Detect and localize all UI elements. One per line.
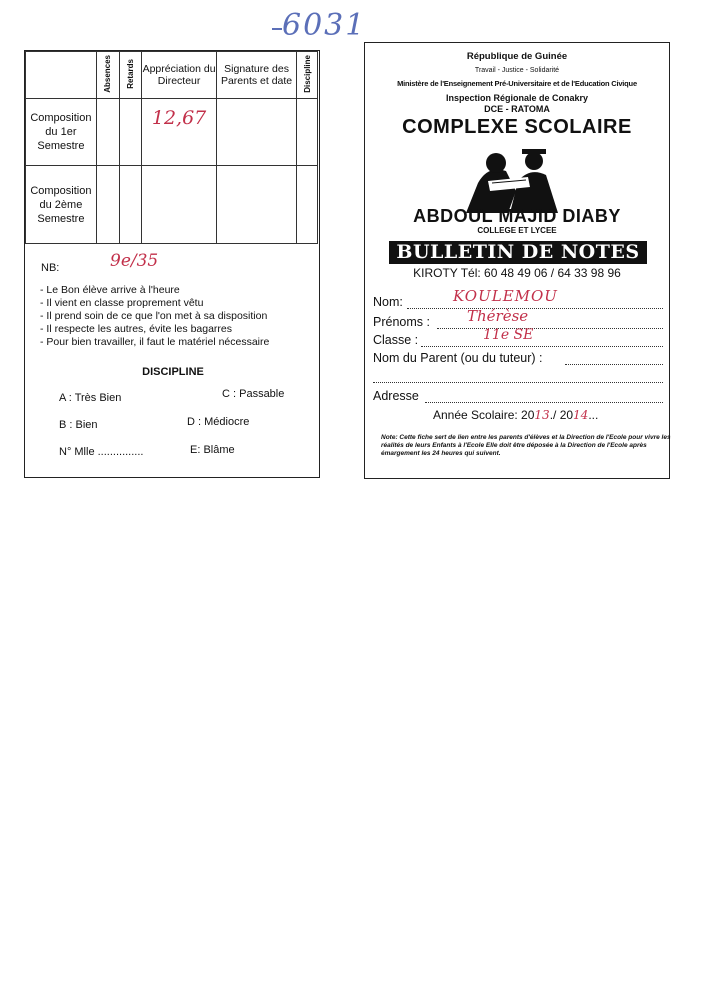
list-item: - Il vient en classe proprement vêtu — [40, 297, 204, 309]
assessment-table — [25, 51, 318, 244]
school-logo-illustration — [458, 143, 568, 215]
header-signature: Signature des Parents et date — [216, 52, 296, 99]
nom-label: Nom: — [373, 295, 403, 309]
classe-label: Classe : — [373, 333, 419, 347]
header-absences: Absences — [96, 52, 119, 99]
inspection-name: Inspection Régionale de Conakry — [445, 93, 589, 103]
discipline-card — [24, 50, 320, 478]
prenoms-label: Prénoms : — [373, 315, 430, 329]
grade-c: C : Passable — [222, 388, 285, 400]
grade-d: D : Médiocre — [187, 416, 250, 428]
school-year — [433, 408, 598, 422]
cell-retards — [119, 99, 142, 166]
report-card-cover — [364, 42, 670, 479]
list-item: - Le Bon élève arrive à l'heure — [40, 284, 180, 296]
nb-label: NB: — [41, 262, 60, 274]
rules-list — [40, 284, 315, 349]
school-name: ABDOUL MAJID DIABY — [413, 206, 621, 226]
school-year-start: 13 — [534, 408, 550, 422]
cell-retards — [119, 166, 142, 244]
school-year-label: Année Scolaire: 20 — [433, 408, 535, 422]
prenoms-value: Thérèse — [467, 307, 529, 325]
cell-signature — [216, 166, 296, 244]
adresse-label: Adresse — [373, 389, 419, 403]
student-number: N° Mlle ............... — [59, 446, 144, 458]
cell-appreciation-sem2 — [142, 166, 217, 244]
row-label-sem2: Composition du 2ème Semestre — [26, 166, 97, 244]
dce-name: DCE - RATOMA — [484, 104, 550, 114]
grade-a: A : Très Bien — [59, 392, 122, 404]
nom-value: KOULEMOU — [453, 287, 558, 305]
classe-line — [421, 346, 663, 347]
nom-line — [407, 308, 663, 309]
cell-appreciation-sem1: 12,67 — [142, 99, 217, 166]
national-motto: Travail - Justice - Solidarité — [474, 67, 560, 74]
cell-signature — [216, 99, 296, 166]
corner-cell — [26, 52, 97, 99]
contact-line: KIROTY Tél: 60 48 49 06 / 64 33 98 96 — [413, 266, 621, 280]
school-complex-title: COMPLEXE SCOLAIRE — [402, 116, 632, 138]
row-label-sem1: Composition du 1er Semestre — [26, 99, 97, 166]
bulletin-title-banner: BULLETIN DE NOTES — [389, 241, 647, 264]
table-row — [26, 99, 318, 166]
classe-value: 11e SE — [483, 327, 534, 343]
list-item: - Il respecte les autres, évite les bagarres — [40, 323, 233, 335]
nb-rank-value: 9e/35 — [110, 251, 159, 271]
table-row — [26, 166, 318, 244]
cell-discipline — [297, 99, 318, 166]
handwritten-number: 6031 — [282, 8, 367, 43]
header-discipline: Discipline — [297, 52, 318, 99]
header-appreciation: Appréciation du Directeur — [142, 52, 217, 99]
school-year-sep: ./ 20 — [549, 408, 574, 422]
cell-absences — [96, 166, 119, 244]
list-item: - Il prend soin de ce que l'on met à sa disposition — [40, 310, 268, 322]
parent-label: Nom du Parent (ou du tuteur) : — [373, 351, 543, 365]
grade-e: E: Blâme — [190, 444, 235, 456]
parent-line-2 — [373, 382, 663, 383]
header-retards: Retards — [119, 52, 142, 99]
parent-line — [565, 364, 663, 365]
school-year-dots: ... — [588, 408, 599, 422]
cell-absences — [96, 99, 119, 166]
prenoms-line — [437, 328, 663, 329]
grade-b: B : Bien — [59, 419, 98, 431]
adresse-line — [425, 402, 663, 403]
republic-title: République de Guinée — [466, 51, 568, 62]
discipline-title: DISCIPLINE — [142, 366, 204, 378]
ministry-name: Ministère de l'Enseignement Pré-Universitaire et de l'Education Civique — [397, 79, 637, 88]
cell-discipline — [297, 166, 318, 244]
school-subtitle: COLLEGE ET LYCEE — [477, 226, 557, 235]
school-year-end: 14 — [573, 408, 589, 422]
note-text: Note: Cette fiche sert de lien entre les parents d'élèves et la Direction de l'Ecole pour vivre les réalités de leurs Enfants à l'Ecole Elle doit être déposée à la Direction de l'Ecole après émargement les 24 heures qui suivent. — [381, 434, 671, 457]
list-item: - Pour bien travailler, il faut le matériel nécessaire — [40, 336, 270, 348]
